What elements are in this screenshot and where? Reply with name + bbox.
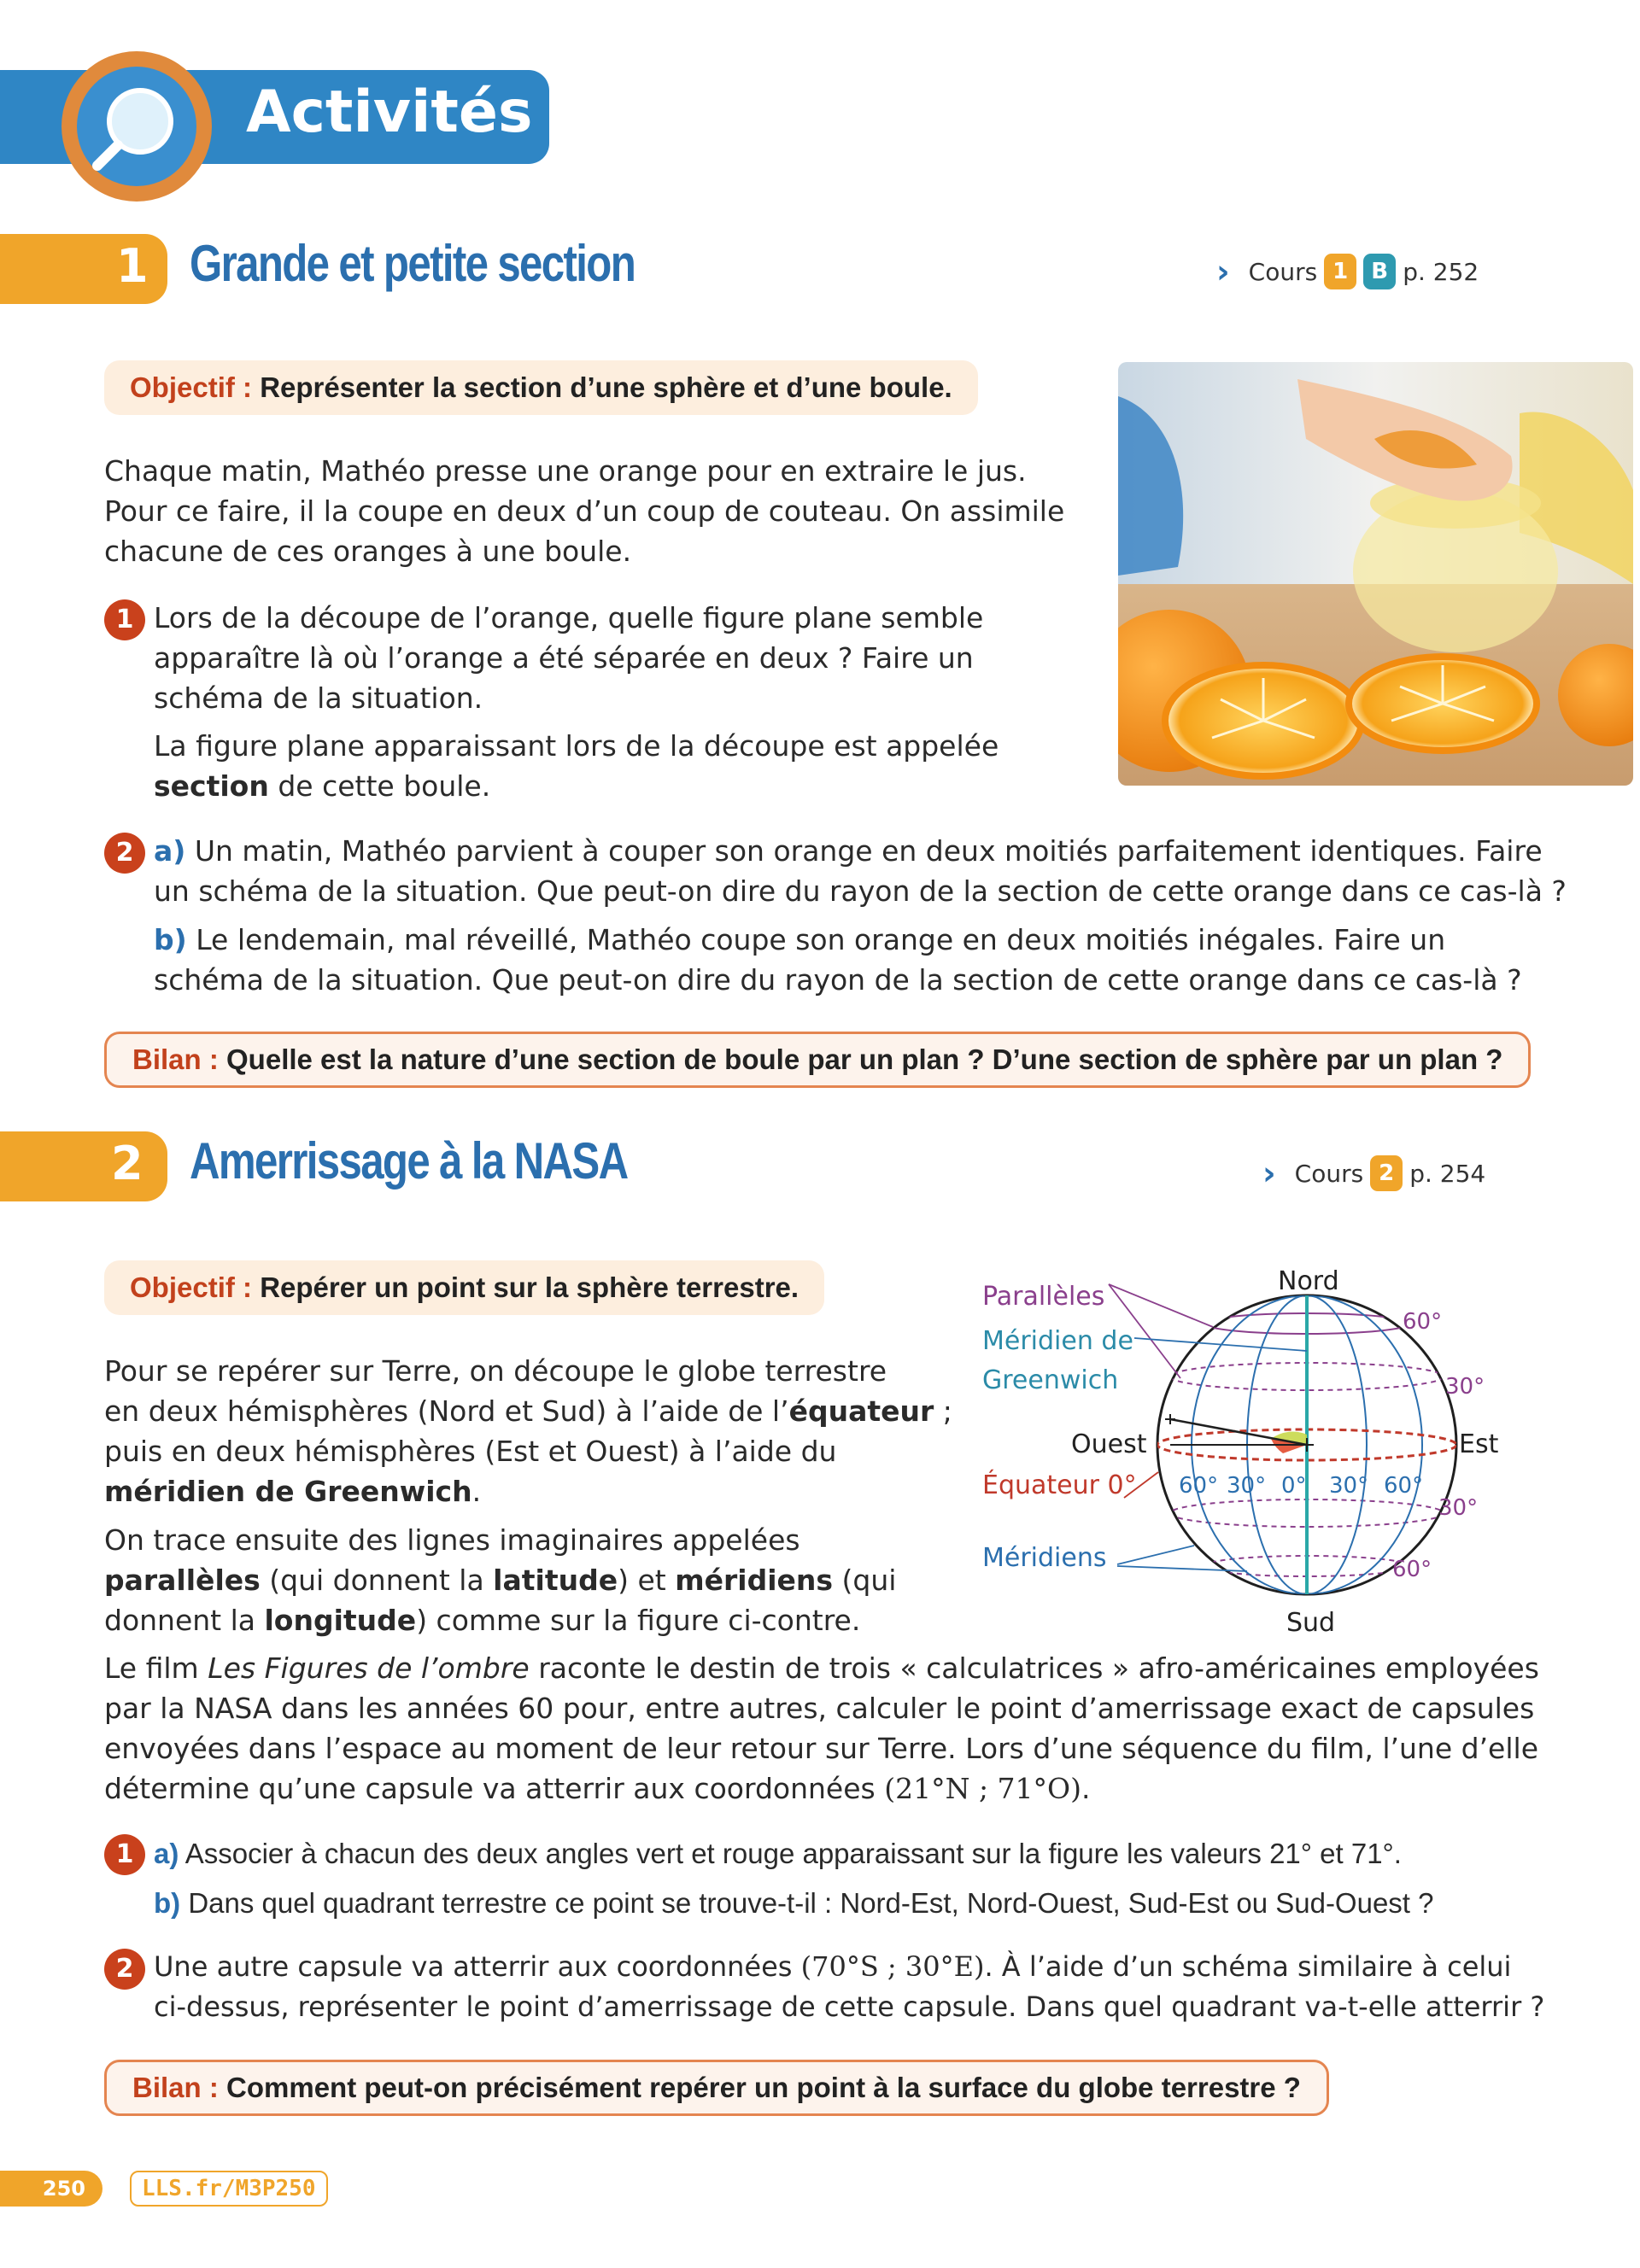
text-run: . bbox=[472, 1475, 482, 1508]
text-run: en deux hémisphères (Nord et Sud) à l’aide de l’ bbox=[104, 1394, 789, 1428]
text-run: . bbox=[1081, 1772, 1091, 1805]
term-longitude: longitude bbox=[264, 1604, 417, 1637]
objectif-text: Repérer un point sur la sphère terrestre. bbox=[260, 1271, 800, 1303]
cours-label: Cours bbox=[1248, 257, 1318, 286]
story-line: envoyées dans l’espace au moment de leur retour sur Terre. Lors d’une séquence du film, l’une d’elle bbox=[104, 1732, 1539, 1765]
activity-2-title: Amerrissage à la NASA bbox=[190, 1132, 628, 1190]
intro-line bbox=[104, 1471, 958, 1511]
label-ouest: Ouest bbox=[1071, 1429, 1147, 1459]
q1a-text: Associer à chacun des deux angles vert et rouge apparaissant sur la figure les valeurs 21° et 71°. bbox=[184, 1838, 1402, 1869]
text-run: donnent la bbox=[104, 1604, 265, 1637]
chevron-right-icon: › bbox=[1262, 1154, 1276, 1192]
bilan-text: Comment peut-on précisément repérer un point à la surface du globe terrestre ? bbox=[226, 2072, 1301, 2103]
bilan-text: Quelle est la nature d’une section de boule par un plan ? D’une section de sphère par un plan ? bbox=[226, 1043, 1503, 1075]
label-sud: Sud bbox=[1286, 1608, 1336, 1638]
label-lon-e30: 30° bbox=[1329, 1473, 1369, 1499]
label-lon-w30: 30° bbox=[1227, 1473, 1267, 1499]
cours-badge-2: 2 bbox=[1370, 1155, 1403, 1191]
question-2-badge: 2 bbox=[104, 1949, 145, 1990]
objectif-label: Objectif : bbox=[130, 371, 253, 403]
activity-2-lines-text bbox=[104, 1520, 958, 1640]
question-2-badge: 2 bbox=[104, 833, 145, 874]
bilan-box-2 bbox=[104, 2060, 1329, 2116]
film-title: Les Figures de l’ombre bbox=[208, 1651, 530, 1685]
text-line: On trace ensuite des lignes imaginaires appelées bbox=[104, 1523, 800, 1557]
label-meridiens: Méridiens bbox=[982, 1543, 1107, 1573]
cours-page: p. 252 bbox=[1403, 257, 1479, 286]
intro-line: puis en deux hémisphères (Est et Ouest) à l’aide du bbox=[104, 1435, 837, 1468]
activity-1-q2a bbox=[154, 831, 1623, 911]
q1-line: apparaître là où l’orange a été séparée en deux ? Faire un bbox=[154, 641, 974, 675]
objectif-label: Objectif : bbox=[130, 1271, 253, 1303]
activity-1-cours-ref[interactable] bbox=[1216, 253, 1479, 290]
definition-line: La figure plane apparaissant lors de la découpe est appelée bbox=[154, 729, 999, 763]
definition-term: section bbox=[154, 769, 269, 803]
term-paralleles: parallèles bbox=[104, 1564, 261, 1597]
label-meridien-2: Greenwich bbox=[982, 1365, 1119, 1395]
label-nord: Nord bbox=[1278, 1266, 1339, 1296]
text-run: . À l’aide d’un schéma similaire à celui bbox=[984, 1950, 1512, 1983]
story-line bbox=[104, 1768, 1633, 1809]
text-run: (qui donnent la bbox=[260, 1564, 494, 1597]
label-lat-n30: 30° bbox=[1445, 1374, 1485, 1400]
q2b-line: schéma de la situation. Que peut-on dire du rayon de la section de cette orange dans ce cas-là ? bbox=[154, 963, 1522, 997]
activity-2-number: 2 bbox=[111, 1137, 144, 1190]
text-run: (qui bbox=[833, 1564, 897, 1597]
text-run: détermine qu’une capsule va atterrir aux coordonnées bbox=[104, 1772, 885, 1805]
section-definition bbox=[154, 726, 1093, 806]
term-latitude: latitude bbox=[493, 1564, 618, 1597]
q2-line: ci-dessus, représenter le point d’amerrissage de cette capsule. Dans quel quadrant va-t-elle atterrir ? bbox=[154, 1990, 1545, 2023]
q2a-line: un schéma de la situation. Que peut-on dire du rayon de la section de cette orange dans ce cas-là ? bbox=[154, 874, 1567, 908]
objectif-box-1 bbox=[104, 360, 978, 415]
q1b-label: b) bbox=[154, 1887, 181, 1919]
chevron-right-icon: › bbox=[1216, 253, 1230, 290]
definition-rest: de cette boule. bbox=[268, 769, 491, 803]
label-equateur: Équateur 0° bbox=[982, 1470, 1137, 1500]
objectif-box-2 bbox=[104, 1260, 824, 1315]
term-equateur: équateur bbox=[788, 1394, 934, 1428]
q1b-text: Dans quel quadrant terrestre ce point se trouve-t-il : Nord-Est, Nord-Ouest, Sud-Est ou Sud-Ouest ? bbox=[188, 1887, 1434, 1919]
term-greenwich: méridien de Greenwich bbox=[104, 1475, 472, 1508]
cours-label: Cours bbox=[1294, 1159, 1364, 1188]
orange-photo bbox=[1118, 362, 1633, 786]
lls-link[interactable]: LLS.fr/M3P250 bbox=[130, 2171, 328, 2207]
text-run: Le film bbox=[104, 1651, 208, 1685]
text-run: ) et bbox=[618, 1564, 676, 1597]
text-run: Une autre capsule va atterrir aux coordonnées bbox=[154, 1950, 801, 1983]
definition-line bbox=[154, 766, 1093, 806]
q2b-line: Le lendemain, mal réveillé, Mathéo coupe son orange en deux moitiés inégales. Faire un bbox=[196, 923, 1446, 956]
cours-badge-b: B bbox=[1363, 254, 1396, 289]
activity-2-q2 bbox=[154, 1947, 1631, 2027]
question-1-badge: 1 bbox=[104, 599, 145, 640]
label-meridien-1: Méridien de bbox=[982, 1326, 1133, 1356]
activity-2-cours-ref[interactable] bbox=[1262, 1154, 1485, 1192]
term-meridiens: méridiens bbox=[675, 1564, 834, 1597]
intro-line: Chaque matin, Mathéo presse une orange pour en extraire le jus. bbox=[104, 454, 1027, 488]
page-title: Activités bbox=[246, 79, 533, 146]
coordinates-1: (21°N ; 71°O) bbox=[884, 1772, 1081, 1805]
label-paralleles: Parallèles bbox=[982, 1282, 1105, 1312]
q2a-label: a) bbox=[154, 834, 186, 868]
magnifier-icon bbox=[62, 51, 212, 202]
activity-1-q2b bbox=[154, 920, 1623, 1000]
story-line: par la NASA dans les années 60 pour, entre autres, calculer le point d’amerrissage exact de capsules bbox=[104, 1692, 1535, 1725]
coordinates-2: (70°S ; 30°E) bbox=[800, 1950, 985, 1983]
text-run: raconte le destin de trois « calculatrices » afro-américaines employées bbox=[529, 1651, 1539, 1685]
text-line bbox=[104, 1560, 958, 1600]
cours-badge-1: 1 bbox=[1324, 254, 1356, 289]
q1a-label: a) bbox=[154, 1838, 179, 1869]
text-run: ) comme sur la figure ci-contre. bbox=[416, 1604, 861, 1637]
q2-line bbox=[154, 1947, 1631, 1987]
bilan-box-1 bbox=[104, 1032, 1531, 1088]
text-run: ; bbox=[934, 1394, 952, 1428]
intro-line: Pour se repérer sur Terre, on découpe le globe terrestre bbox=[104, 1354, 887, 1388]
label-lon-e60: 60° bbox=[1384, 1473, 1424, 1499]
activity-1-title: Grande et petite section bbox=[190, 235, 636, 292]
activity-2-q1a bbox=[154, 1833, 1631, 1873]
text-line bbox=[104, 1600, 958, 1640]
label-lon-0: 0° bbox=[1281, 1473, 1307, 1499]
intro-line: Pour ce faire, il la coupe en deux d’un coup de couteau. On assimile bbox=[104, 494, 1065, 528]
objectif-text: Représenter la section d’une sphère et d’une boule. bbox=[260, 371, 952, 403]
q1-line: Lors de la découpe de l’orange, quelle figure plane semble bbox=[154, 601, 984, 634]
question-1-badge: 1 bbox=[104, 1834, 145, 1875]
activity-1-q1 bbox=[154, 598, 1093, 718]
page-number: 250 bbox=[0, 2171, 102, 2207]
label-lat-n60: 60° bbox=[1403, 1309, 1443, 1335]
activity-1-number: 1 bbox=[116, 239, 149, 293]
globe-diagram bbox=[965, 1248, 1512, 1641]
bilan-label: Bilan : bbox=[132, 2072, 219, 2103]
activity-2-story bbox=[104, 1648, 1633, 1809]
intro-line bbox=[104, 1391, 958, 1431]
q2b-label: b) bbox=[154, 923, 187, 956]
story-line bbox=[104, 1648, 1633, 1688]
label-est: Est bbox=[1459, 1429, 1499, 1459]
label-lat-s30: 30° bbox=[1438, 1495, 1479, 1521]
bilan-label: Bilan : bbox=[132, 1043, 219, 1075]
activity-2-q1b bbox=[154, 1883, 1631, 1923]
q2a-line: Un matin, Mathéo parvient à couper son orange en deux moitiés parfaitement identiques. Faire bbox=[194, 834, 1543, 868]
intro-line: chacune de ces oranges à une boule. bbox=[104, 535, 632, 568]
activity-1-intro bbox=[104, 451, 1086, 571]
label-lon-w60: 60° bbox=[1179, 1473, 1219, 1499]
leader-meridiens bbox=[1117, 1546, 1194, 1564]
label-lat-s60: 60° bbox=[1392, 1557, 1432, 1582]
q1-line: schéma de la situation. bbox=[154, 681, 483, 715]
cours-page: p. 254 bbox=[1409, 1159, 1486, 1188]
activity-2-intro bbox=[104, 1351, 958, 1511]
